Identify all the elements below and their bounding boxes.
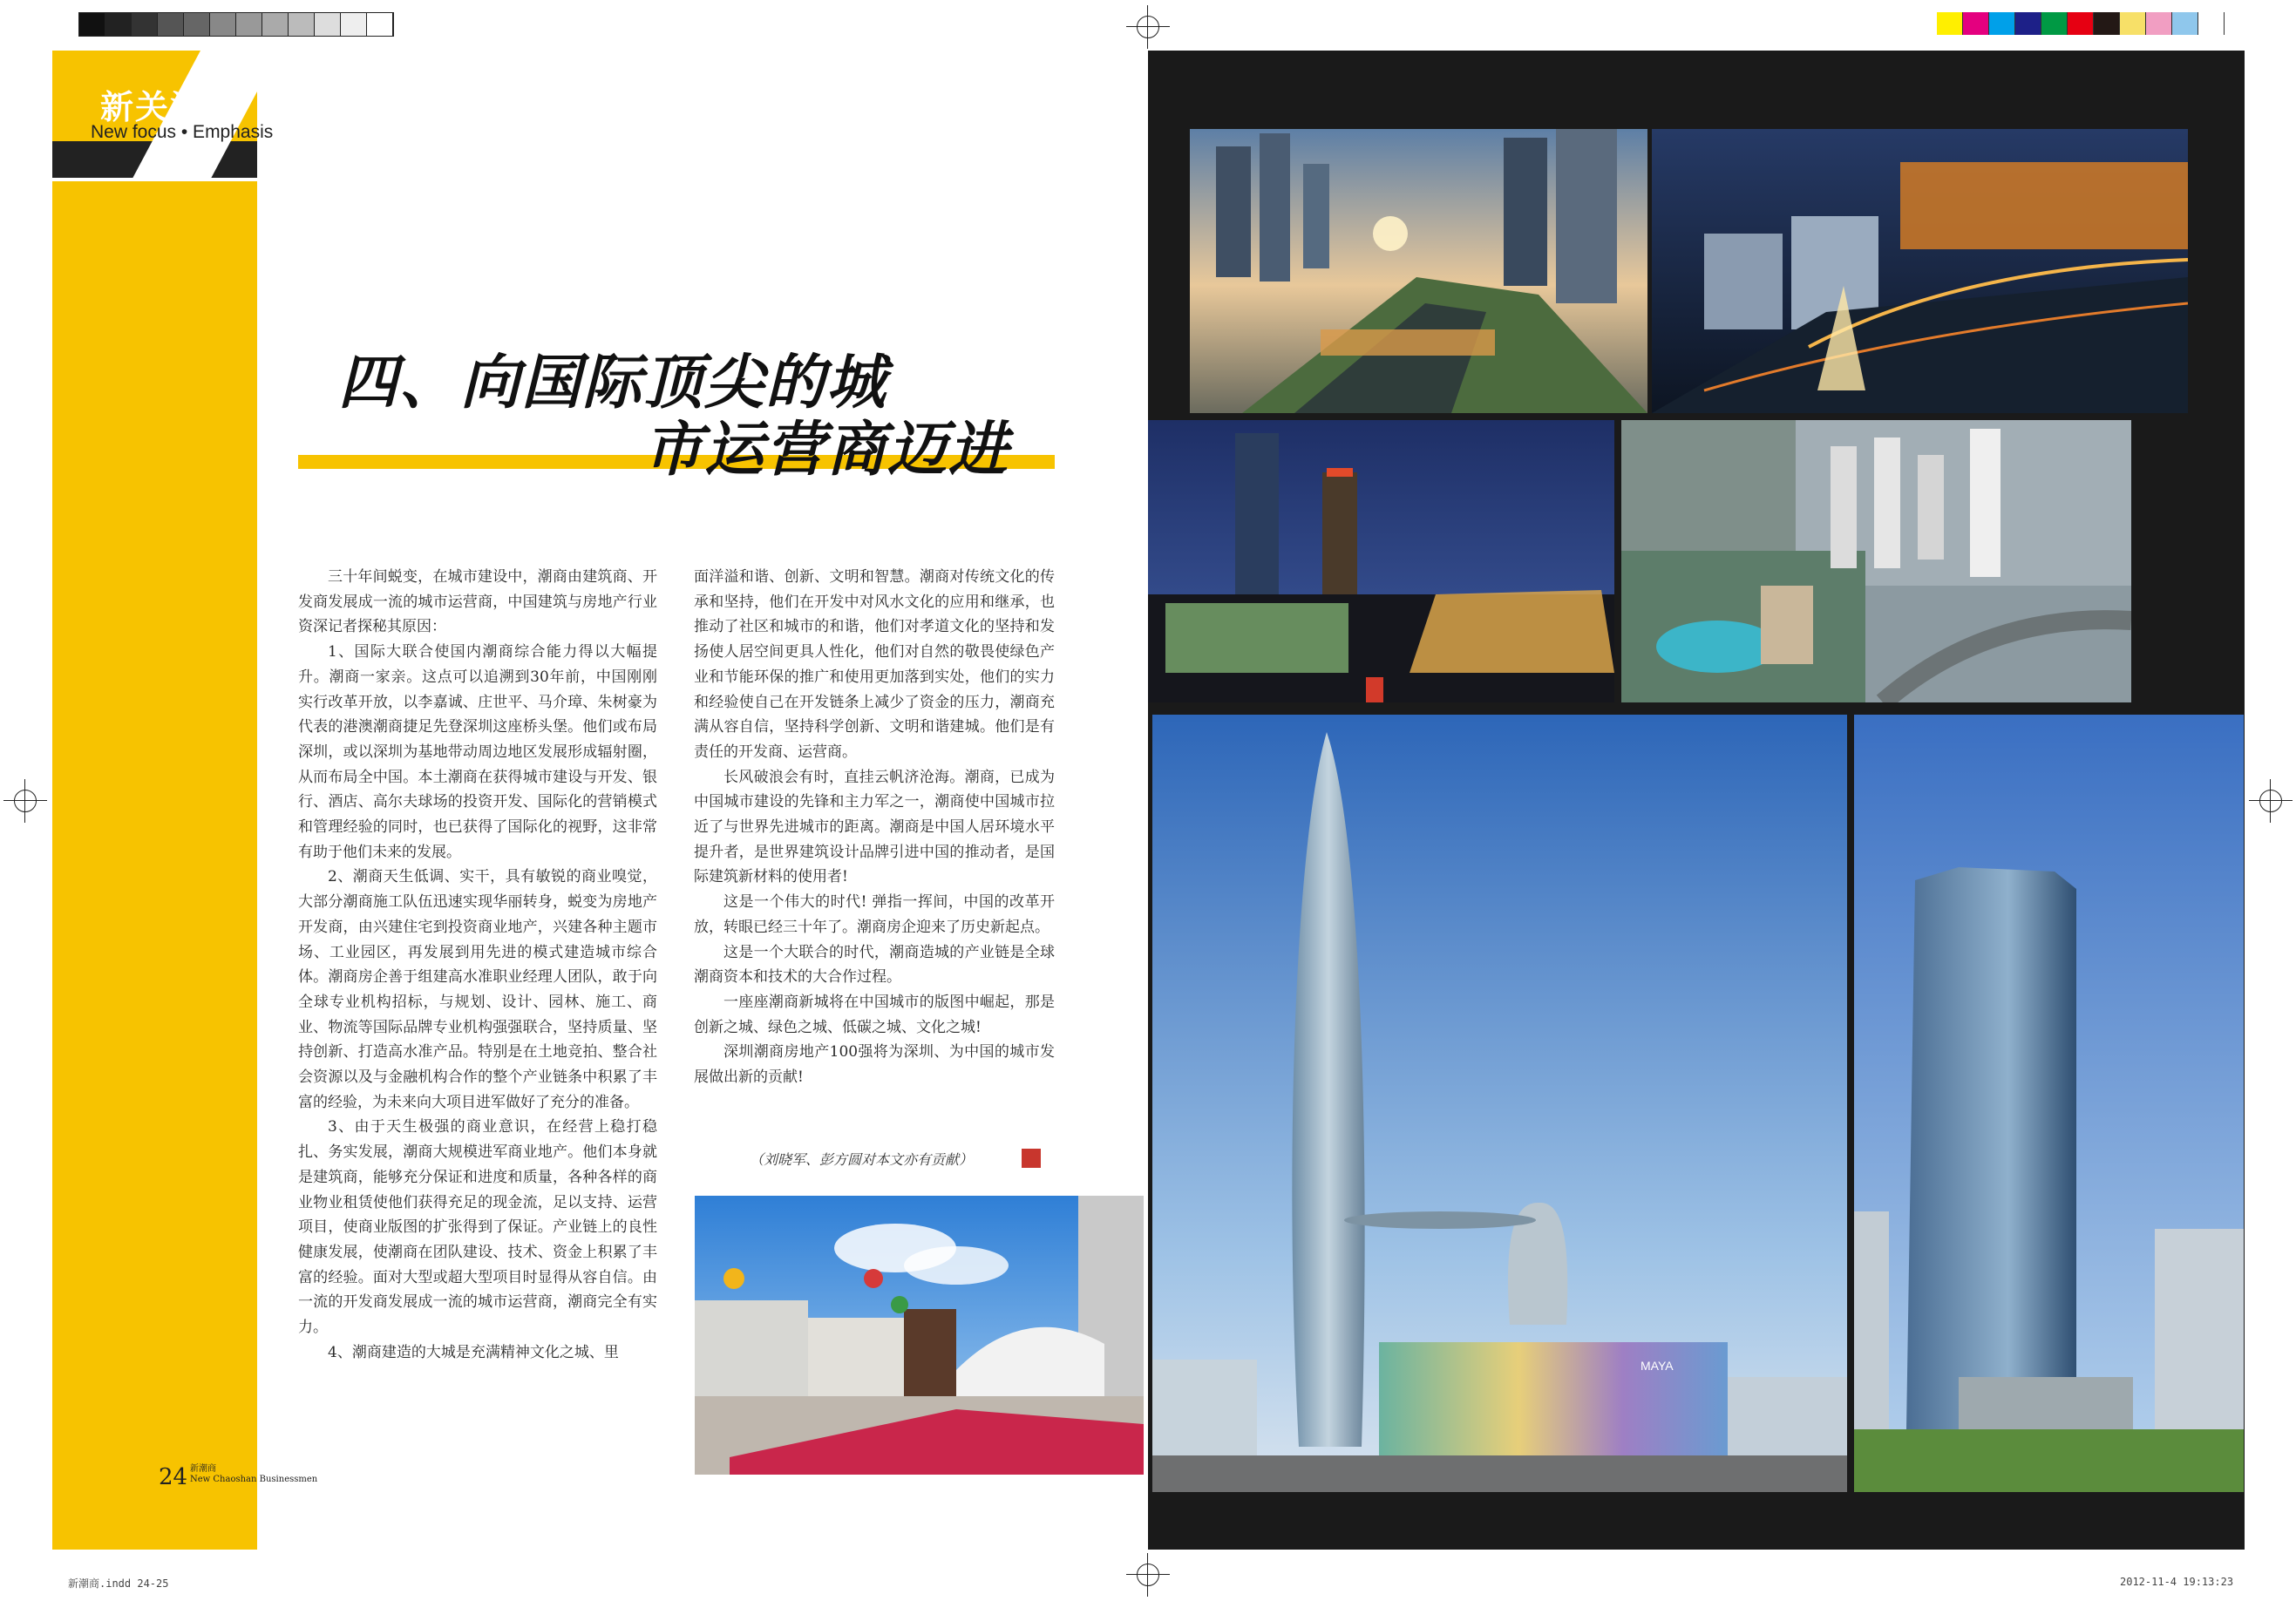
paragraph: 面洋溢和谐、创新、文明和智慧。潮商对传统文化的传承和坚持，他们在开发中对风水文化的应用和继承，也推动了社区和城市的和谐，他们对孝道文化的坚持和发扬使人居空间更具人性化，他们对自然的敬畏使绿色产业和节能环保的推广和使用更加落到实处，他们的实力和经验使自己在开发链条上减少了资金的压力，潮商充满从容自信，坚持科学创新、文明和谐建城。他们是有责任的开发商、运营商。 [694, 568, 1055, 761]
crop-mark-left [3, 779, 47, 823]
magazine-name-cn: 新潮商 [190, 1464, 216, 1474]
crop-mark-bottom [1126, 1553, 1170, 1597]
headline-line-1: 四、向国际顶尖的城 [338, 349, 888, 417]
paragraph: 这是一个大联合的时代，潮商造城的产业链是全球潮商资本和技术的大合作过程。 [694, 943, 1055, 987]
timestamp-slug: 2012-11-4 19:13:23 [2120, 1576, 2234, 1588]
headline-line-2: 市运营商迈进 [643, 416, 1010, 485]
crop-mark-top [1126, 5, 1170, 49]
paragraph: 2、潮商天生低调、实干，具有敏锐的商业嗅觉，大部分潮商施工队伍迅速实现华丽转身，蜕变为房地产开发商，由兴建住宅到投资商业地产，兴建各种主题市场、工业园区，再发展到用先进的模式建造城市综合体。潮商房企善于组建高水准职业经理人团队，敢于向全球专业机构招标，与规划、设计、园林、施工、商业、物流等国际品牌专业机构强强联合，坚持质量、坚持创新、打造高水准产品。特别是在土地竞拍、整合社会资源以及与金融机构合作的整个产业链条中积累了丰富的经验，为未来向大项目进军做好了充分的准备。 [298, 868, 657, 1111]
mall-sign: MAYA [1640, 1359, 1674, 1373]
paragraph: 长风破浪会有时，直挂云帆济沧海。潮商，已成为中国城市建设的先锋和主力军之一，潮商使中国城市拉近了与世界先进城市的距离。潮商是中国人居环境水平提升者，是世界建筑设计品牌引进中国的推动者，是国际建筑新材料的使用者! [694, 768, 1055, 886]
paragraph: 深圳潮商房地产100强将为深圳、为中国的城市发展做出新的贡献! [694, 1043, 1055, 1087]
paragraph: 一座座潮商新城将在中国城市的版图中崛起，那是创新之城、绿色之城、低碳之城、文化之城! [694, 993, 1055, 1036]
paragraph: 3、由于天生极强的商业意识，在经营上稳打稳扎、务实发展，潮商大规模进军商业地产。他们本身就是建筑商，能够充分保证和进度和质量，各种各样的商业物业租赁使他们获得充足的现金流，足以支持、运营项目，使商业版图的扩张得到了保证。产业链上的良性健康发展，使潮商在团队建设、技术、资金上积累了丰富的经验。面对大型或超大型项目时显得从容自信。由一流的开发商发展成一流的城市运营商，潮商完全有实力。 [298, 1118, 657, 1337]
magazine-name-en: New Chaoshan Businessmen [190, 1475, 318, 1484]
paragraph: 1、国际大联合使国内潮商综合能力得以大幅提升。潮商一家亲。这点可以追溯到30年前，中国刚刚实行改革开放，以李嘉诚、庄世平、马介璋、朱树豪为代表的港澳潮商捷足先登深圳这座桥头堡。他们或布局深圳，或以深圳为基地带动周边地区发展形成辐射圈，从而布局全中国。本土潮商在获得城市建设与开发、银行、酒店、高尔夫球场的投资开发、国际化的营销模式和管理经验的同时，也已获得了国际化的视野，这非常有助于他们未来的发展。 [298, 643, 657, 861]
paragraph: 这是一个伟大的时代! 弹指一挥间，中国的改革开放，转眼已经三十年了。潮商房企迎来了历史新起点。 [694, 893, 1055, 936]
paragraph: 4、潮商建造的大城是充满精神文化之城、里 [328, 1343, 619, 1361]
residential-aerial-photo [1621, 420, 2131, 702]
section-title: 新关注 [100, 88, 206, 126]
aerial-city-photo [1190, 129, 1647, 413]
night-complex-photo [1652, 129, 2188, 413]
end-mark-icon [1022, 1149, 1041, 1168]
glass-tower-photo [1854, 715, 2244, 1492]
plaza-photo [695, 1196, 1144, 1475]
crop-mark-right [2249, 779, 2293, 823]
side-accent-bar [52, 181, 257, 1550]
color-bar [1937, 12, 2225, 35]
file-slug: 新潮商.indd 24-25 [68, 1577, 169, 1590]
paragraph: 三十年间蜕变，在城市建设中，潮商由建筑商、开发商发展成一流的城市运营商，中国建筑与房地产行业资深记者探秘其原因： [298, 568, 657, 636]
night-towers-photo [1148, 420, 1614, 702]
section-subtitle: New focus • Emphasis [91, 122, 274, 142]
supertall-tower-photo [1152, 715, 1847, 1492]
page-number: 24 [159, 1464, 188, 1490]
article-column-2 [694, 565, 1055, 1090]
magazine-name [190, 1464, 317, 1485]
article-column-1 [298, 565, 657, 1366]
grayscale-bar [78, 12, 394, 37]
article-credit: （刘晓军、彭方圆对本文亦有贡献） [750, 1151, 974, 1168]
